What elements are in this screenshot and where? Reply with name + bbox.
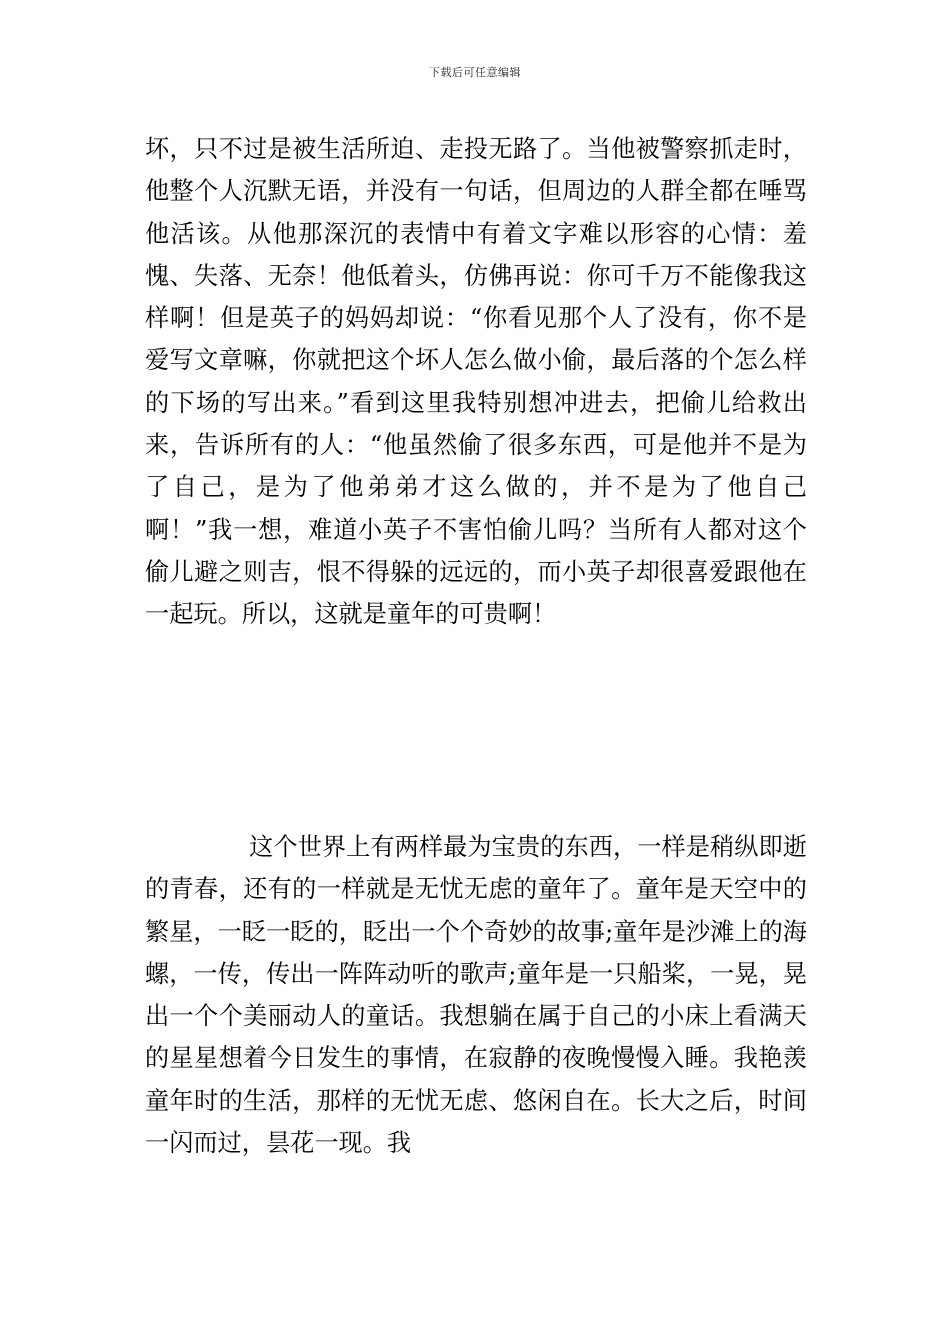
- paragraph-1-text: 坏，只不过是被生活所迫、走投无路了。当他被警察抓走时，他整个人沉默无语，并没有一句话，但周边的人群全都在唾骂他活该。从他那深沉的表情中有着文字难以形容的心情：羞愧、失落、无奈！他低着头，仿佛再说：你可千万不能像我这样啊！但是英子的妈妈却说：“你看见那个人了没有，你不是爱写文章嘛，你就把这个坏人怎么做小偷，最后落的个怎么样的下场的写出来。”看到这里我特别想冲进去，把偷儿给救出来，告诉所有的人：“他虽然偷了很多东西，可是他并不是为了自己，是为了他弟弟才这么做的，并不是为了他自己啊！”我一想，难道小英子不害怕偷儿吗？当所有人都对这个偷儿避之则吉，恨不得躲的远远的，而小英子却很喜爱跟他在一起玩。所以，这就是童年的可贵啊！: [145, 135, 807, 629]
- body-paragraph-1: [145, 128, 807, 636]
- page-header: 下载后可任意编辑: [429, 66, 521, 79]
- paragraph-2-text: 这个世界上有两样最为宝贵的东西，一样是稍纵即逝的青春，还有的一样就是无忧无虑的童年了。童年是天空中的繁星，一眨一眨的，眨出一个个奇妙的故事;童年是沙滩上的海螺，一传，传出一阵阵动听的歌声;童年是一只船桨，一晃，晃出一个个美丽动人的童话。我想躺在属于自己的小床上看满天的星星想着今日发生的事情，在寂静的夜晚慢慢入睡。我艳羡童年时的生活，那样的无忧无虑、悠闲自在。长大之后，时间一闪而过，昙花一现。我: [145, 833, 807, 1158]
- body-paragraph-2: [145, 826, 807, 1164]
